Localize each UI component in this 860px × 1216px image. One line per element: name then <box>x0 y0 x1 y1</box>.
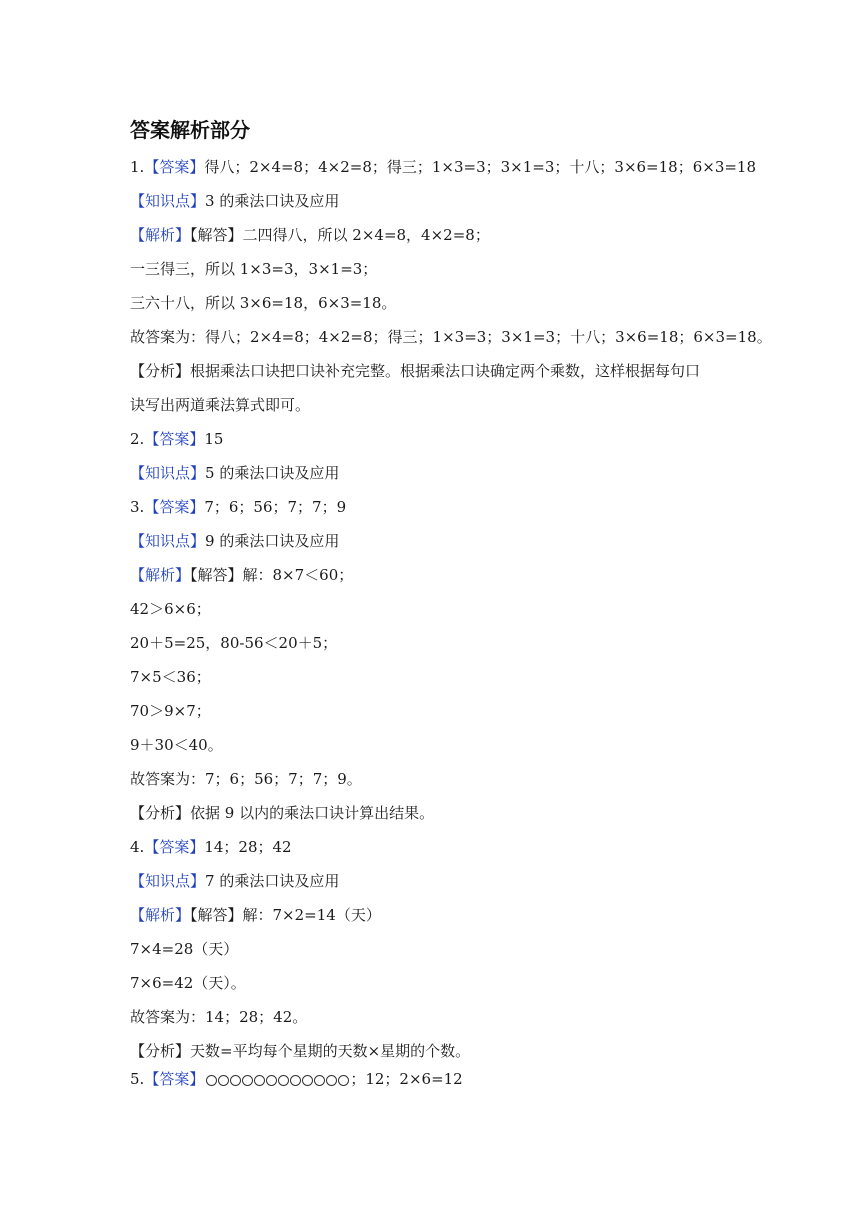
question-number: 2. <box>130 430 145 448</box>
question-number: 3. <box>130 498 145 516</box>
circle-icon <box>314 1075 325 1086</box>
answer-line <box>130 701 211 721</box>
question-number: 1. <box>130 158 145 176</box>
line-text: 【分析】根据乘法口诀把口诀补充完整。根据乘法口诀确定两个乘数，这样根据每句口 <box>130 362 701 380</box>
section-tag: 【答案】 <box>144 158 205 176</box>
answer-tag: 【答案】 <box>144 1070 205 1088</box>
answer-line <box>130 735 223 755</box>
circle-icon <box>278 1075 289 1086</box>
answer-line <box>130 395 310 415</box>
line-text: 20＋5=25，80-56＜20＋5； <box>130 634 338 652</box>
line-text: 【分析】依据 9 以内的乘法口诀计算出结果。 <box>130 804 435 822</box>
answer-line <box>130 871 339 891</box>
section-tag: 【解析】 <box>130 566 191 584</box>
line-text: 42＞6×6； <box>130 600 211 618</box>
line-text: 故答案为：7；6；56；7；7；9。 <box>130 770 362 788</box>
circle-icon <box>302 1075 313 1086</box>
line-text: 7；6；56；7；7；9 <box>204 498 347 516</box>
answer-text: ；12；2×6=12 <box>350 1070 463 1088</box>
answer-line <box>130 327 772 347</box>
line-text: 70＞9×7； <box>130 702 211 720</box>
answer-line <box>130 565 353 585</box>
line-text: 9＋30＜40。 <box>130 736 223 754</box>
answer-line <box>130 633 337 653</box>
line-text: 3 的乘法口诀及应用 <box>205 192 340 210</box>
circle-icon <box>326 1075 337 1086</box>
line-text: 7×6=42（天）。 <box>130 974 246 992</box>
line-text: 5 的乘法口诀及应用 <box>205 464 340 482</box>
line-text: 一三得三，所以 1×3=3，3×1=3； <box>130 260 378 278</box>
answer-line <box>130 497 346 517</box>
line-text: 9 的乘法口诀及应用 <box>205 532 340 550</box>
answer-line <box>130 293 396 313</box>
line-text: 故答案为：得八；2×4=8；4×2=8；得三；1×3=3；3×1=3；十八；3×6=18；6×3=18。 <box>130 328 772 346</box>
line-text: 得八；2×4=8；4×2=8；得三；1×3=3；3×1=3；十八；3×6=18；6×3=18 <box>204 158 757 176</box>
answer-line <box>130 905 381 925</box>
line-text: 7 的乘法口诀及应用 <box>205 872 340 890</box>
answer-line <box>130 429 223 449</box>
circle-icon <box>242 1075 253 1086</box>
section-tag: 【答案】 <box>144 838 205 856</box>
section-tag: 【知识点】 <box>130 464 206 482</box>
answer-line-5 <box>130 1069 463 1089</box>
circle-icon <box>218 1075 229 1086</box>
answer-line <box>130 531 339 551</box>
section-tag: 【答案】 <box>144 430 205 448</box>
line-text: 【解答】解：7×2=14（天） <box>190 906 381 924</box>
circle-icon <box>206 1075 217 1086</box>
line-text: 【解答】解：8×7＜60； <box>190 566 354 584</box>
line-text: 【解答】二四得八，所以 2×4=8，4×2=8； <box>190 226 490 244</box>
line-text: 故答案为：14；28；42。 <box>130 1008 308 1026</box>
answer-line <box>130 667 211 687</box>
line-text: 14；28；42 <box>204 838 292 856</box>
answer-line <box>130 225 490 245</box>
section-tag: 【知识点】 <box>130 872 206 890</box>
section-tag: 【解析】 <box>130 906 191 924</box>
line-text: 15 <box>204 430 224 448</box>
circle-icon <box>230 1075 241 1086</box>
circle-icon <box>254 1075 265 1086</box>
section-tag: 【知识点】 <box>130 532 206 550</box>
line-text: 【分析】天数=平均每个星期的天数×星期的个数。 <box>130 1042 471 1060</box>
line-text: 诀写出两道乘法算式即可。 <box>130 396 311 414</box>
answer-line <box>130 837 292 857</box>
answer-line <box>130 259 377 279</box>
circle-icon <box>290 1075 301 1086</box>
section-tag: 【知识点】 <box>130 192 206 210</box>
answer-line <box>130 463 339 483</box>
line-text: 7×4=28（天） <box>130 940 239 958</box>
answer-line <box>130 803 434 823</box>
circle-icon <box>338 1075 349 1086</box>
answer-line <box>130 939 238 959</box>
section-heading: 答案解析部分 <box>130 118 250 142</box>
line-text: 三六十八，所以 3×6=18，6×3=18。 <box>130 294 397 312</box>
section-tag: 【答案】 <box>144 498 205 516</box>
circle-icon <box>266 1075 277 1086</box>
answer-line <box>130 157 756 177</box>
question-number: 4. <box>130 838 145 856</box>
circle-group <box>206 1075 350 1086</box>
answer-line <box>130 973 246 993</box>
answer-line <box>130 361 700 381</box>
answer-line <box>130 1007 307 1027</box>
answer-line <box>130 599 211 619</box>
answer-line <box>130 191 339 211</box>
answer-line <box>130 769 362 789</box>
question-number: 5. <box>130 1070 145 1088</box>
line-text: 7×5＜36； <box>130 668 211 686</box>
answer-line <box>130 1041 470 1061</box>
section-tag: 【解析】 <box>130 226 191 244</box>
